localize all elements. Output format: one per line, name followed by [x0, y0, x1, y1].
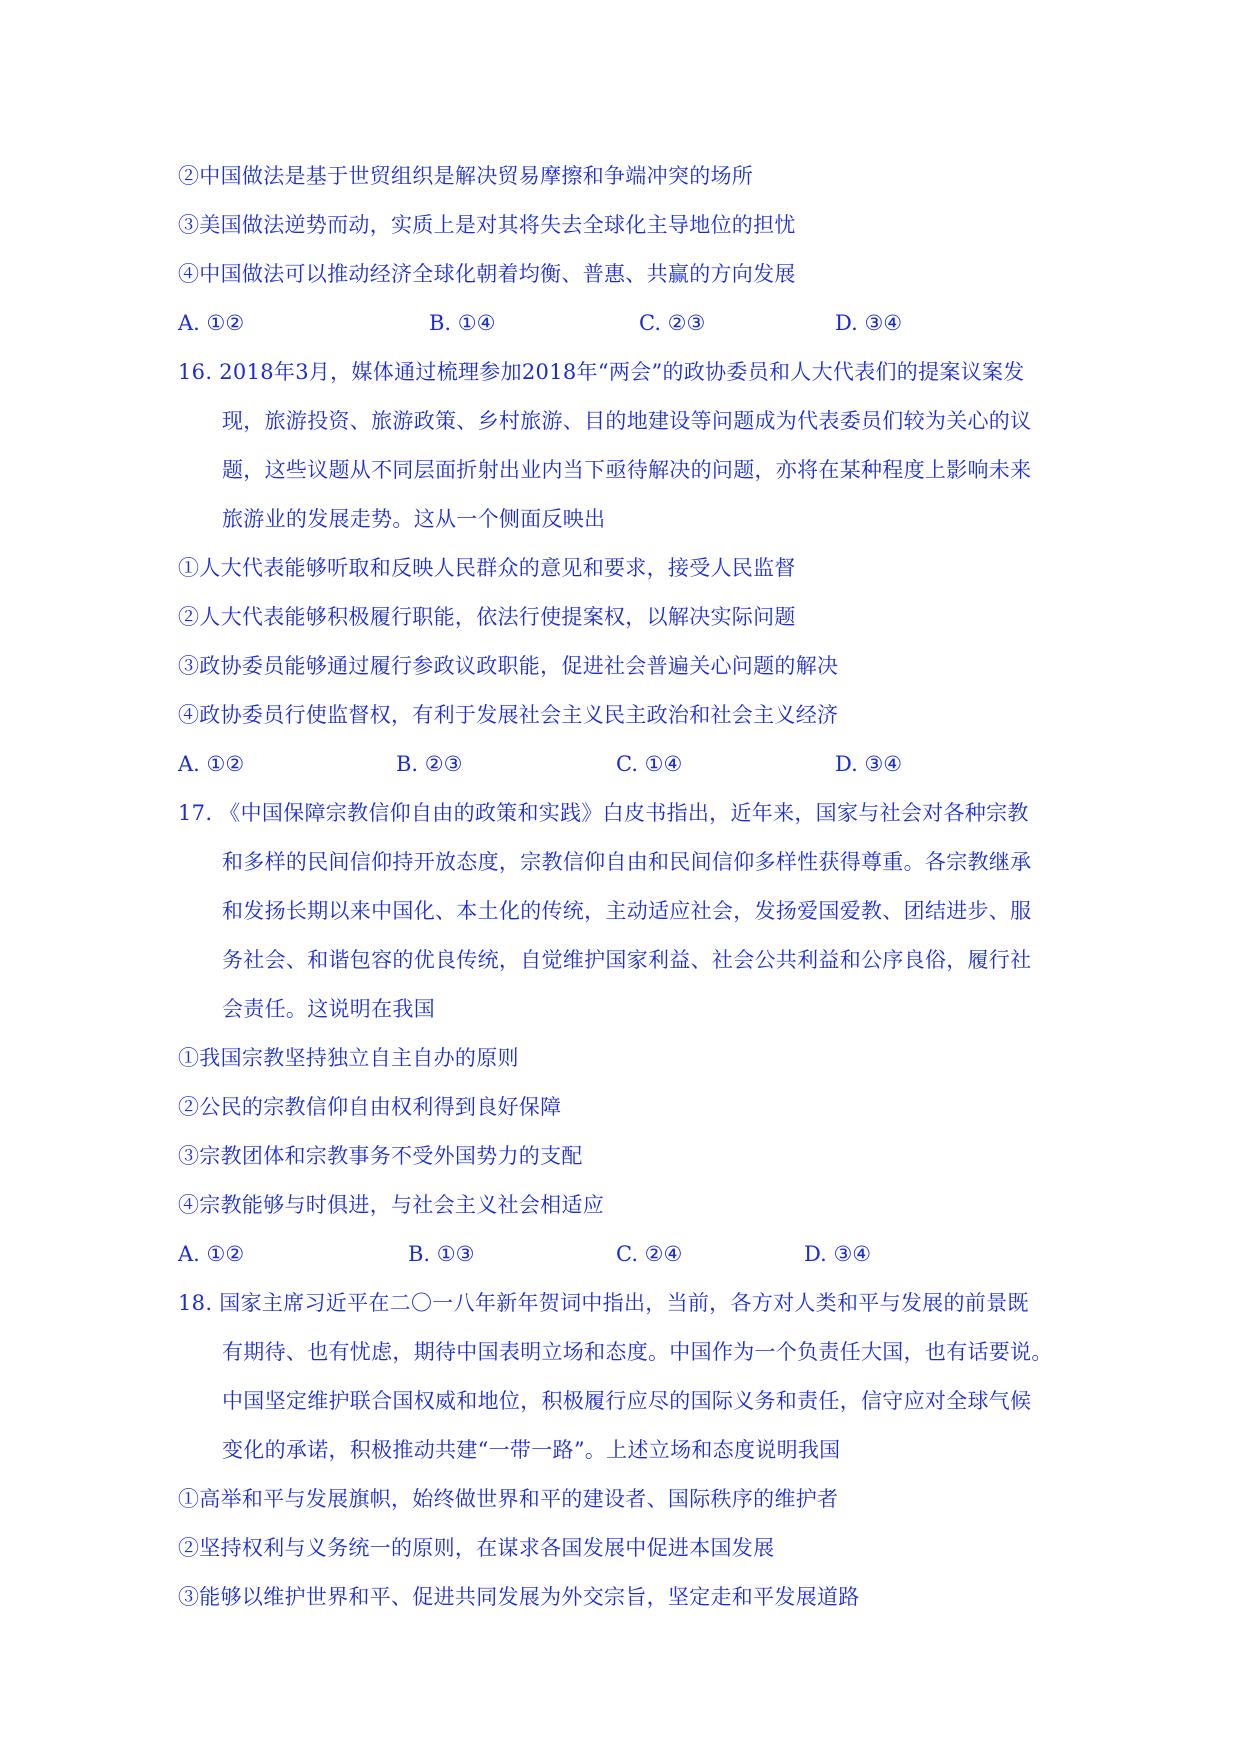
q18-stem-line-3: 中国坚定维护联合国权威和地位，积极履行应尽的国际义务和责任，信守应对全球气候 [222, 1389, 1032, 1413]
q18-item-3: ③能够以维护世界和平、促进共同发展为外交宗旨，坚定走和平发展道路 [178, 1585, 860, 1609]
q18-stem-line-4: 变化的承诺，积极推动共建“一带一路”。上述立场和态度说明我国 [222, 1438, 841, 1462]
q16-stem-line-4: 旅游业的发展走势。这从一个侧面反映出 [222, 507, 606, 531]
q16-option-d: D. ③④ [835, 752, 903, 776]
q16-stem-line-3: 题，这些议题从不同层面折射出业内当下亟待解决的问题，亦将在某种程度上影响未来 [222, 458, 1032, 482]
q16-item-3: ③政协委员能够通过履行参政议政职能，促进社会普遍关心问题的解决 [178, 654, 839, 678]
prev-item-4: ④中国做法可以推动经济全球化朝着均衡、普惠、共赢的方向发展 [178, 262, 796, 286]
q17-item-4: ④宗教能够与时俱进，与社会主义社会相适应 [178, 1193, 604, 1217]
q18-item-2: ②坚持权利与义务统一的原则，在谋求各国发展中促进本国发展 [178, 1536, 775, 1560]
q17-stem-line-1: 17. 《中国保障宗教信仰自由的政策和实践》白皮书指出，近年来，国家与社会对各种宗教 [178, 801, 1029, 825]
q17-stem-line-5: 会责任。这说明在我国 [222, 997, 435, 1021]
q18-stem-line-1: 18. 国家主席习近平在二〇一八年新年贺词中指出，当前，各方对人类和平与发展的前景既 [178, 1291, 1029, 1315]
prev-item-3: ③美国做法逆势而动，实质上是对其将失去全球化主导地位的担忧 [178, 213, 796, 237]
q17-stem-line-3: 和发扬长期以来中国化、本土化的传统，主动适应社会，发扬爱国爱教、团结进步、服 [222, 899, 1032, 923]
prev-options [178, 309, 978, 337]
q16-stem-line-1: 16. 2018年3月，媒体通过梳理参加2018年“两会”的政协委员和人大代表们的提案议案发 [178, 360, 1025, 384]
q16-options [178, 750, 978, 778]
prev-item-2: ②中国做法是基于世贸组织是解决贸易摩擦和争端冲突的场所 [178, 164, 754, 188]
q16-option-a: A. ①② [178, 752, 245, 776]
q16-item-1: ①人大代表能够听取和反映人民群众的意见和要求，接受人民监督 [178, 556, 796, 580]
q16-option-b: B. ②③ [396, 752, 463, 776]
q17-option-c: C. ②④ [616, 1242, 683, 1266]
q16-item-4: ④政协委员行使监督权，有利于发展社会主义民主政治和社会主义经济 [178, 703, 839, 727]
q16-option-c: C. ①④ [616, 752, 683, 776]
prev-option-b: B. ①④ [429, 311, 496, 335]
q18-item-1: ①高举和平与发展旗帜，始终做世界和平的建设者、国际秩序的维护者 [178, 1487, 839, 1511]
q17-item-3: ③宗教团体和宗教事务不受外国势力的支配 [178, 1144, 583, 1168]
q17-option-a: A. ①② [178, 1242, 245, 1266]
q17-item-2: ②公民的宗教信仰自由权利得到良好保障 [178, 1095, 562, 1119]
q16-item-2: ②人大代表能够积极履行职能，依法行使提案权，以解决实际问题 [178, 605, 796, 629]
q17-stem-line-2: 和多样的民间信仰持开放态度，宗教信仰自由和民间信仰多样性获得尊重。各宗教继承 [222, 850, 1032, 874]
prev-option-d: D. ③④ [835, 311, 903, 335]
q17-option-b: B. ①③ [408, 1242, 475, 1266]
q18-stem-line-2: 有期待、也有忧虑，期待中国表明立场和态度。中国作为一个负责任大国，也有话要说。 [222, 1340, 1053, 1364]
q17-options [178, 1240, 978, 1268]
q17-item-1: ①我国宗教坚持独立自主自办的原则 [178, 1046, 519, 1070]
q17-stem-line-4: 务社会、和谐包容的优良传统，自觉维护国家利益、社会公共利益和公序良俗，履行社 [222, 948, 1032, 972]
q16-stem-line-2: 现，旅游投资、旅游政策、乡村旅游、目的地建设等问题成为代表委员们较为关心的议 [222, 409, 1032, 433]
prev-option-c: C. ②③ [639, 311, 706, 335]
q17-option-d: D. ③④ [804, 1242, 872, 1266]
prev-option-a: A. ①② [178, 311, 245, 335]
